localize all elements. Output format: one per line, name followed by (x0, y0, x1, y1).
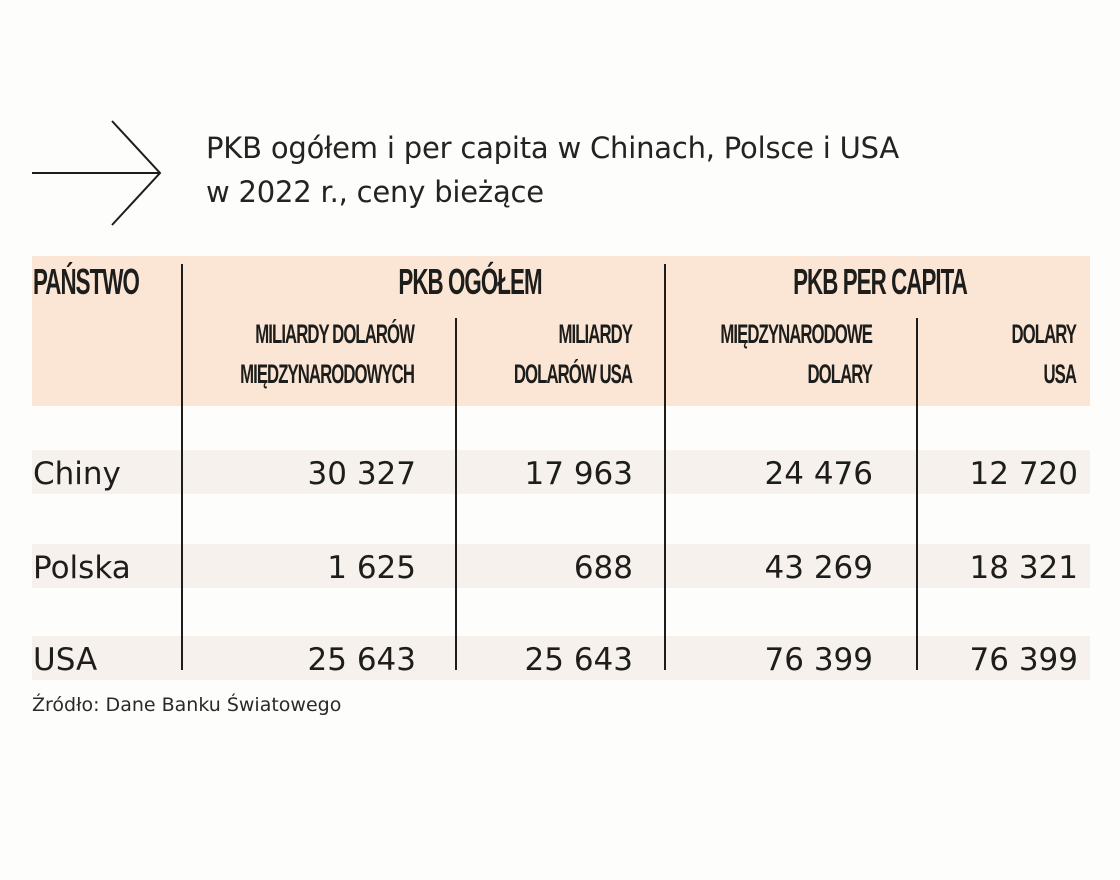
row-chiny-pc-usd: 12 720 (969, 456, 1078, 492)
header-country: PAŃSTWO (33, 261, 139, 302)
row-chiny-gdp-usd: 17 963 (524, 456, 633, 492)
row-chiny-gdp-intl: 30 327 (307, 456, 416, 492)
header-col1-line1: MILIARDY DOLARÓW (255, 319, 414, 349)
title-line-2: w 2022 r., ceny bieżące (206, 175, 544, 209)
header-col2-line2: DOLARÓW USA (513, 359, 632, 389)
row-polska-gdp-intl: 1 625 (327, 550, 416, 586)
row-usa-gdp-usd: 25 643 (524, 642, 633, 678)
row-polska-country: Polska (33, 550, 131, 586)
title-line-1: PKB ogółem i per capita w Chinach, Polsce i USA (206, 131, 900, 165)
header-col1-line2: MIĘDZYNARODOWYCH (240, 359, 414, 389)
row-usa-pc-usd: 76 399 (969, 642, 1078, 678)
row-chiny-country: Chiny (33, 456, 121, 492)
row-polska-pc-usd: 18 321 (969, 550, 1078, 586)
row-chiny-pc-intl: 24 476 (764, 456, 873, 492)
row-polska-pc-intl: 43 269 (764, 550, 873, 586)
row-usa-country: USA (33, 642, 98, 678)
source-note: Źródło: Dane Banku Światowego (32, 694, 342, 716)
header-group-per-capita: PKB PER CAPITA (793, 261, 967, 302)
chart-title (206, 126, 899, 214)
header-group-total: PKB OGÓŁEM (398, 261, 542, 302)
arrow-right-icon (30, 118, 166, 228)
header-col4-line2: USA (1043, 359, 1076, 389)
header-col2-line1: MILIARDY (558, 319, 632, 349)
header-col3-line1: MIĘDZYNARODOWE (720, 319, 872, 349)
row-usa-pc-intl: 76 399 (764, 642, 873, 678)
row-usa-gdp-intl: 25 643 (307, 642, 416, 678)
row-polska-gdp-usd: 688 (573, 550, 633, 586)
header-col4-line1: DOLARY (1011, 319, 1076, 349)
header-col3-line2: DOLARY (807, 359, 872, 389)
